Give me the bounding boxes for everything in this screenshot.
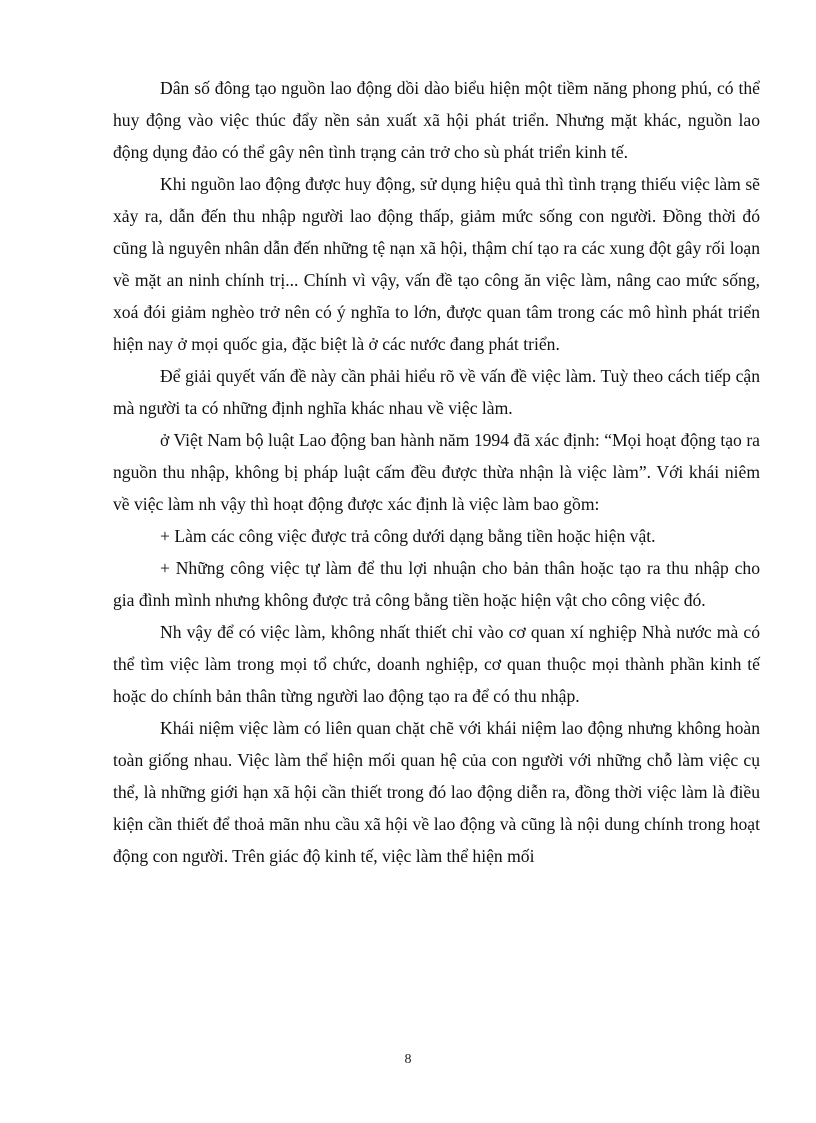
paragraph-unemployment-effects: Khi nguồn lao động được huy động, sử dụng hiệu quả thì tình trạng thiếu việc làm sẽ xảy ra, dẫn đến thu nhập người lao động thấp, giảm mức sống con người. Đồng thời đó cũng là nguyên nhân dẫn đến những tệ nạn xã hội, thậm chí tạo ra các xung đột gây rối loạn về mặt an ninh chính trị... Chính vì vậy, vấn đề tạo công ăn việc làm, nâng cao mức sống, xoá đói giảm nghèo trở nên có ý nghĩa to lớn, được quan tâm trong các mô hình phát triển hiện nay ở mọi quốc gia, đặc biệt là ở các nước đang phát triển. <box>113 174 760 354</box>
list-item-self-employment: + Những công việc tự làm để thu lợi nhuận cho bản thân hoặc tạo ra thu nhập cho gia đình mình nhưng không được trả công bằng tiền hoặc hiện vật cho công việc đó. <box>113 558 760 610</box>
paragraph-understanding-employment: Để giải quyết vấn đề này cần phải hiểu rõ về vấn đề việc làm. Tuỳ theo cách tiếp cận mà người ta có những định nghĩa khác nhau về việc làm. <box>113 366 760 418</box>
paragraph-population-labor: Dân số đông tạo nguồn lao động dồi dào biểu hiện một tiềm năng phong phú, có thể huy động vào việc thúc đẩy nền sản xuất xã hội phát triển. Nhưng mặt khác, nguồn lao động dụng đảo có thể gây nên tình trạng cản trở cho sù phát triển kinh tế. <box>113 78 760 162</box>
paragraph-labor-law-definition: ở Việt Nam bộ luật Lao động ban hành năm 1994 đã xác định: “Mọi hoạt động tạo ra nguồn thu nhập, không bị pháp luật cấm đều được thừa nhận là việc làm”. Với khái niêm về việc làm nh vậy thì hoạt động được xác định là việc làm bao gồm: <box>113 430 760 514</box>
paragraph-where-to-find-work: Nh vậy để có việc làm, không nhất thiết chỉ vào cơ quan xí nghiệp Nhà nước mà có thể tìm việc làm trong mọi tổ chức, doanh nghiệp, cơ quan thuộc mọi thành phần kinh tế hoặc do chính bản thân từng người lao động tạo ra để có thu nhập. <box>113 622 760 706</box>
document-body <box>113 72 760 872</box>
list-item-paid-work: + Làm các công việc được trả công dưới dạng bằng tiền hoặc hiện vật. <box>160 526 656 546</box>
page-number: 8 <box>404 1052 412 1067</box>
paragraph-employment-vs-labor: Khái niệm việc làm có liên quan chặt chẽ với khái niệm lao động nhưng không hoàn toàn giống nhau. Việc làm thể hiện mối quan hệ của con người với những chỗ làm việc cụ thể, là những giới hạn xã hội cần thiết trong đó lao động diễn ra, đồng thời việc làm là điều kiện cần thiết để thoả mãn nhu cầu xã hội về lao động và cũng là nội dung chính trong hoạt động con người. Trên giác độ kinh tế, việc làm thể hiện mối <box>113 718 760 866</box>
